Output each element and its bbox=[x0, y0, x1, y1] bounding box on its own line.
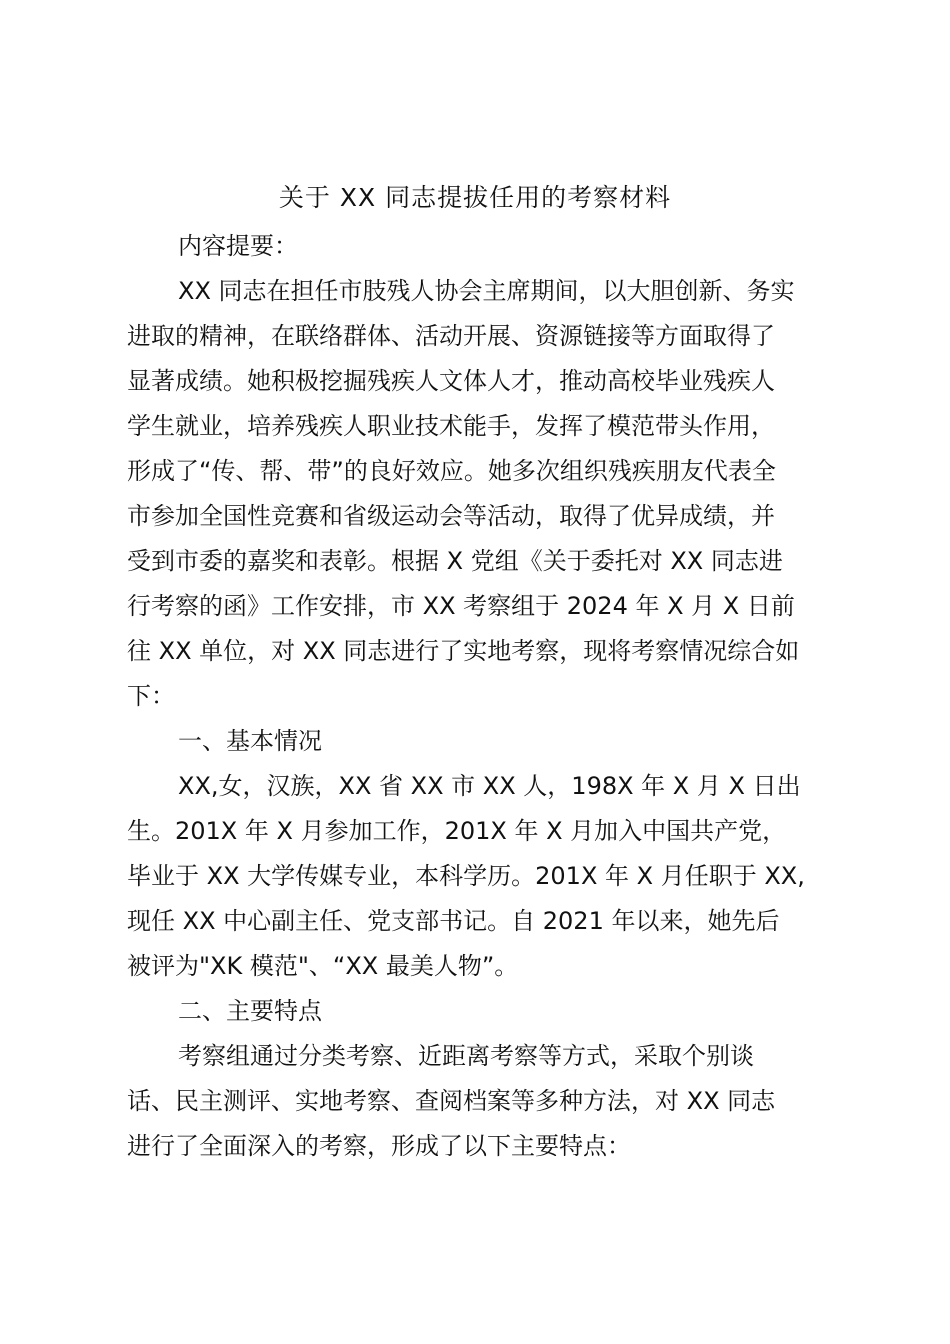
paragraph-line: 进取的精神，在联络群体、活动开展、资源链接等方面取得了 bbox=[127, 322, 775, 350]
summary-heading: 内容提要： bbox=[178, 232, 298, 260]
paragraph-line: XX 同志在担任市肢残人协会主席期间，以大胆创新、务实 bbox=[178, 277, 795, 305]
paragraph-line: 下： bbox=[127, 682, 175, 710]
paragraph-line: 行考察的函》工作安排，市 XX 考察组于 2024 年 X 月 X 日前 bbox=[127, 592, 795, 620]
paragraph-line: 生。201X 年 X 月参加工作，201X 年 X 月加入中国共产党， bbox=[127, 817, 787, 845]
paragraph-line: 显著成绩。她积极挖掘残疾人文体人才，推动高校毕业残疾人 bbox=[127, 367, 775, 395]
paragraph-line: 毕业于 XX 大学传媒专业，本科学历。201X 年 X 月任职于 XX, bbox=[127, 862, 805, 890]
paragraph-line: 现任 XX 中心副主任、党支部书记。自 2021 年以来，她先后 bbox=[127, 907, 780, 935]
paragraph-line: 被评为"XK 模范"、“XX 最美人物”。 bbox=[127, 952, 519, 980]
paragraph-line: 考察组通过分类考察、近距离考察等方式，采取个别谈 bbox=[178, 1042, 754, 1070]
paragraph-line: 进行了全面深入的考察，形成了以下主要特点： bbox=[127, 1132, 631, 1160]
paragraph-line: 市参加全国性竞赛和省级运动会等活动，取得了优异成绩，并 bbox=[127, 502, 775, 530]
paragraph-line: XX,女，汉族，XX 省 XX 市 XX 人，198X 年 X 月 X 日出 bbox=[178, 772, 801, 800]
paragraph-line: 学生就业，培养残疾人职业技术能手，发挥了模范带头作用， bbox=[127, 412, 775, 440]
paragraph-line: 受到市委的嘉奖和表彰。根据 X 党组《关于委托对 XX 同志进 bbox=[127, 547, 783, 575]
section-heading-basic-info: 一、基本情况 bbox=[178, 727, 322, 755]
document-title: 关于 XX 同志提拔任用的考察材料 bbox=[278, 183, 672, 212]
section-heading-main-traits: 二、主要特点 bbox=[178, 997, 322, 1025]
paragraph-line: 形成了“传、帮、带”的良好效应。她多次组织残疾朋友代表全 bbox=[127, 457, 776, 485]
paragraph-line: 往 XX 单位，对 XX 同志进行了实地考察，现将考察情况综合如 bbox=[127, 637, 800, 665]
paragraph-line: 话、民主测评、实地考察、查阅档案等多种方法，对 XX 同志 bbox=[127, 1087, 776, 1115]
